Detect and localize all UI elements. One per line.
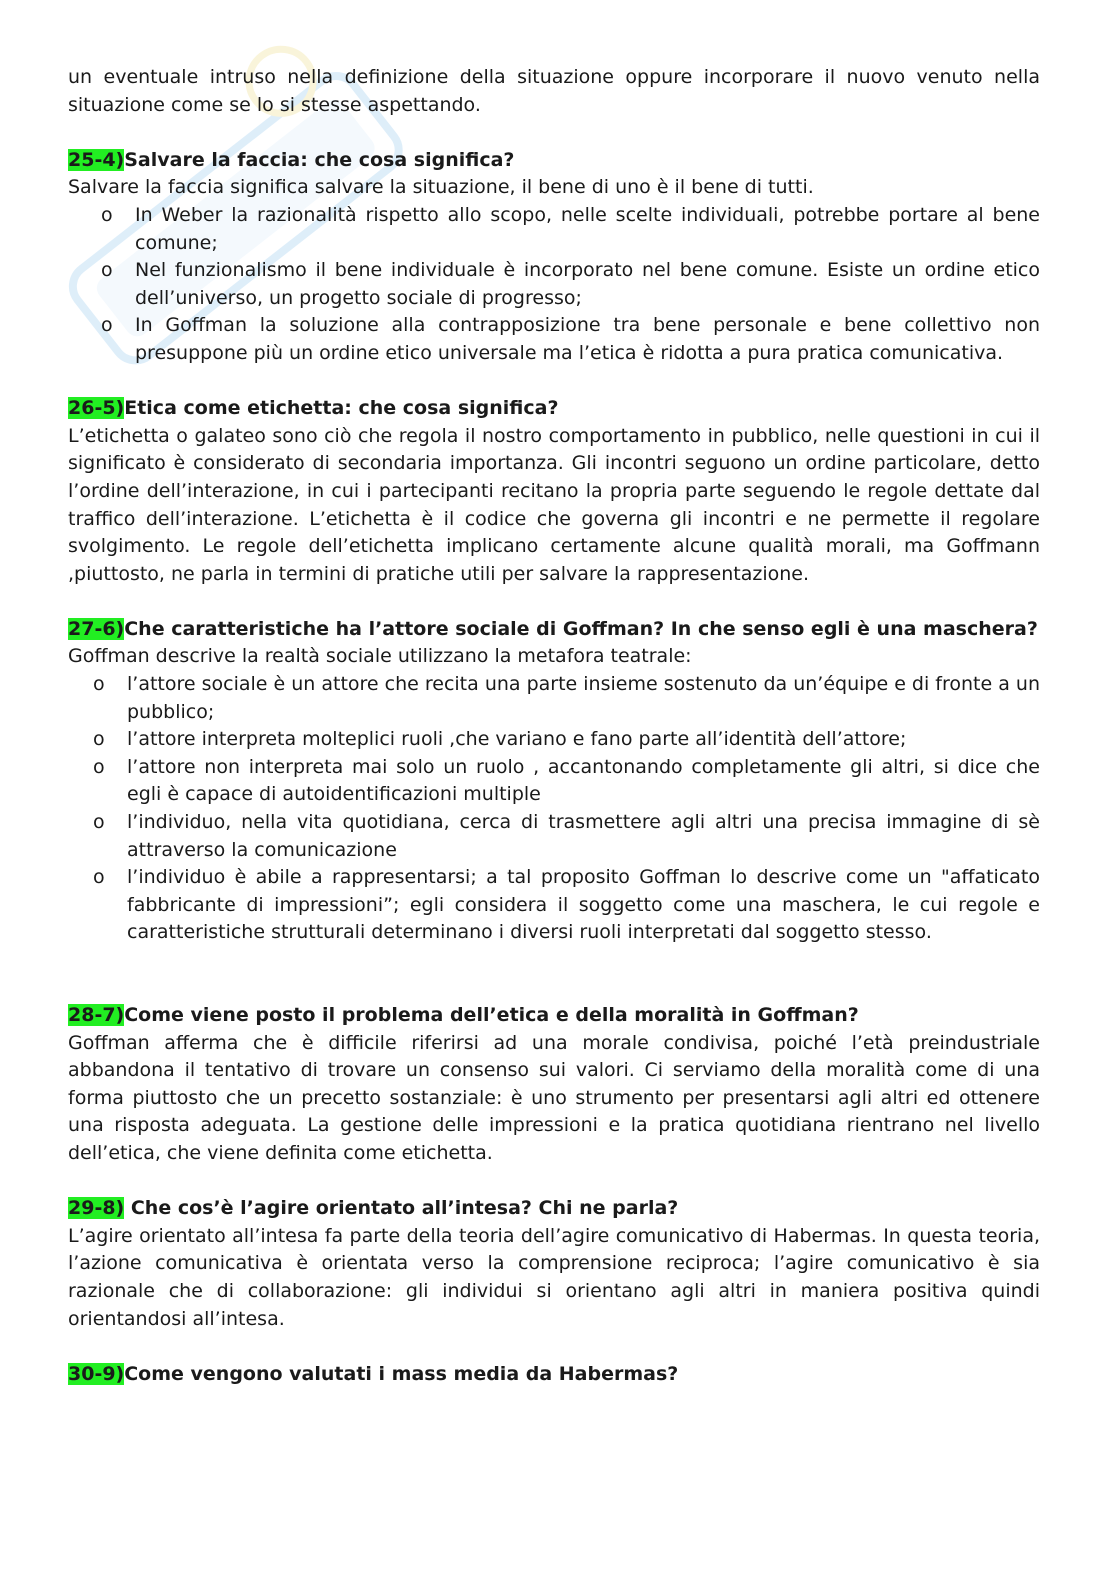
section-27-6 — [68, 616, 1040, 947]
question-heading — [68, 1361, 1040, 1389]
bullet-icon: o — [93, 866, 105, 889]
question-heading — [68, 1195, 1040, 1223]
section-28-7 — [68, 1002, 1040, 1168]
question-number: 30-9) — [68, 1362, 125, 1385]
intro-paragraph: un eventuale intruso nella definizione della situazione oppure incorporare il nuovo venuto nella situazione come se lo si stesse aspettando. — [68, 66, 1040, 116]
bullet-icon: o — [93, 728, 105, 751]
answer-list — [68, 202, 1040, 368]
question-number: 28-7) — [68, 1004, 125, 1026]
bullet-icon: o — [101, 314, 113, 337]
section-30-9 — [68, 1361, 1040, 1389]
list-item: o l’attore interpreta molteplici ruoli ,che variano e fano parte all’identità dell’attore; — [68, 726, 1040, 754]
question-text: Come vengono valutati i mass media da Habermas? — [124, 1362, 679, 1385]
document-page — [68, 64, 1040, 1388]
question-heading — [68, 147, 1040, 175]
question-number: 29-8) — [68, 1197, 125, 1220]
question-text: Che cos’è l’agire orientato all’intesa? Chi ne parla? — [124, 1197, 679, 1220]
question-number: 26-5) — [68, 397, 125, 420]
question-number: 27-6) — [68, 617, 125, 640]
question-heading — [68, 395, 1040, 423]
list-item: o l’individuo, nella vita quotidiana, cerca di trasmettere agli altri una precisa immagine di sè attraverso la comunicazione — [93, 811, 1040, 861]
question-heading — [68, 616, 1040, 644]
list-item: o l’individuo è abile a rappresentarsi; a tal proposito Goffman lo descrive come un "affaticato fabbricante di impressioni”; egli considera il soggetto come una maschera, le cui regole e caratteristiche strutturali determinano i diversi ruoli interpretati dal soggetto stesso. — [93, 866, 1040, 944]
answer-paragraph: Salvare la faccia significa salvare la situazione, il bene di uno è il bene di tutti. — [68, 176, 814, 199]
answer-paragraph: Goffman descrive la realtà sociale utilizzano la metafora teatrale: — [68, 645, 692, 668]
bullet-icon: o — [93, 755, 105, 778]
list-item: o In Weber la razionalità rispetto allo scopo, nelle scelte individuali, potrebbe portare al bene comune; — [101, 203, 1040, 254]
section-25-4 — [68, 147, 1040, 368]
answer-list — [68, 671, 1040, 947]
bullet-icon: o — [101, 203, 113, 226]
question-text: Come viene posto il problema dell’etica e della moralità in Goffman? — [124, 1004, 859, 1026]
bullet-icon: o — [101, 259, 113, 282]
bullet-icon: o — [93, 673, 105, 696]
bullet-icon: o — [93, 811, 105, 834]
list-item: o l’attore sociale è un attore che recita una parte insieme sostenuto da un’équipe e di fronte a un pubblico; — [93, 673, 1040, 723]
list-item: o In Goffman la soluzione alla contrapposizione tra bene personale e bene collettivo non presuppone più un ordine etico universale ma l’etica è ridotta a pura pratica comunicativa. — [101, 314, 1040, 364]
question-text: Salvare la faccia: che cosa significa? — [124, 148, 515, 171]
answer-paragraph: L’etichetta o galateo sono ciò che regola il nostro comportamento in pubblico, nelle questioni in cui il significato è considerato di secondaria importanza. Gli incontri seguono un ordine particolare, detto l’ordine dell’interazione, in cui i partecipanti recitano la propria parte seguendo le regole dettate dal traffico dell’interazione. L’etichetta è il codice che governa gli incontri e ne permette il regolare svolgimento. Le regole dell’etichetta implicano certamente alcune qualità morali, ma Goffmann ,piuttosto, ne parla in termini di pratiche utili per salvare la rappresentazione. — [68, 424, 1040, 585]
answer-paragraph: L’agire orientato all’intesa fa parte della teoria dell’agire comunicativo di Habermas. In questa teoria, l’azione comunicativa è orientata verso la comprensione reciproca; l’agire comunicativo è sia razionale che di collaborazione: gli individui si orientano agli altri in maniera positiva quindi orientandosi all’intesa. — [68, 1224, 1040, 1330]
section-29-8 — [68, 1195, 1040, 1333]
list-item: o l’attore non interpreta mai solo un ruolo , accantonando completamente gli altri, si dice che egli è capace di autoidentificazioni multiple — [93, 755, 1040, 806]
question-heading — [68, 1002, 1040, 1030]
question-text: Etica come etichetta: che cosa significa? — [124, 397, 559, 420]
answer-paragraph: Goffman afferma che è difficile riferirsi ad una morale condivisa, poiché l’età preindustriale abbandona il tentativo di trovare un consenso sui valori. Ci serviamo della moralità come di una forma piuttosto che un precetto sostanziale: è uno strumento per presentarsi agli altri ed ottenere una risposta adeguata. La gestione delle impressioni e la pratica quotidiana rientrano nel livello dell’etica, che viene definita come etichetta. — [68, 1031, 1040, 1164]
list-item: o Nel funzionalismo il bene individuale è incorporato nel bene comune. Esiste un ordine etico dell’universo, un progetto sociale di progresso; — [101, 259, 1040, 309]
question-text: Che caratteristiche ha l’attore sociale di Goffman? In che senso egli è una maschera? — [124, 617, 1038, 640]
section-26-5 — [68, 395, 1040, 588]
question-number: 25-4) — [68, 148, 125, 171]
